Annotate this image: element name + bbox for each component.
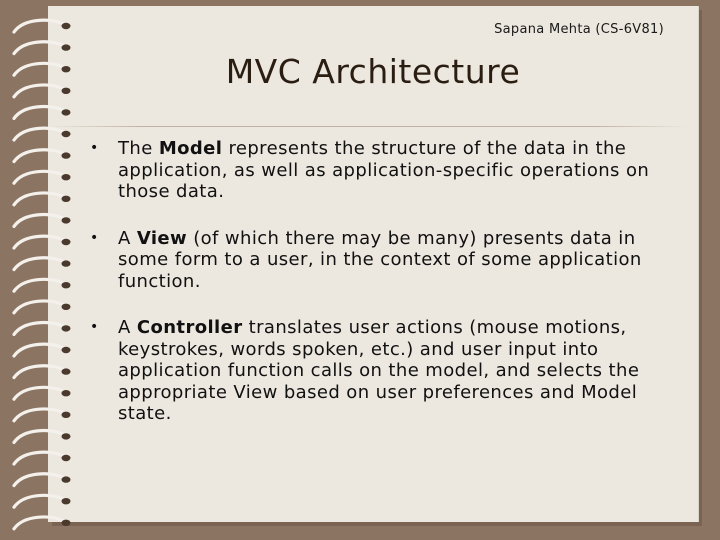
bullet-item-model xyxy=(90,138,690,203)
spiral-ring xyxy=(14,171,64,183)
spiral-hole xyxy=(62,152,71,158)
spiral-ring xyxy=(14,366,64,378)
spiral-hole xyxy=(62,239,71,245)
bullet-dot-icon: • xyxy=(90,140,99,156)
spiral-hole xyxy=(62,390,71,396)
bullet-text-pre: The xyxy=(118,138,159,159)
spiral-ring xyxy=(14,474,64,486)
spiral-hole xyxy=(62,455,71,461)
spiral-ring xyxy=(14,301,64,313)
spiral-ring xyxy=(14,258,64,270)
spiral-hole xyxy=(62,217,71,223)
bullet-item-controller xyxy=(90,317,690,425)
author-label: Sapana Mehta (CS-6V81) xyxy=(494,22,664,37)
spiral-hole xyxy=(62,282,71,288)
spiral-ring xyxy=(14,150,64,162)
spiral-hole xyxy=(62,196,71,202)
spiral-hole xyxy=(62,347,71,353)
spiral-ring xyxy=(14,495,64,507)
spiral-hole xyxy=(62,260,71,266)
spiral-ring xyxy=(14,215,64,227)
spiral-hole xyxy=(62,476,71,482)
spiral-hole xyxy=(62,325,71,331)
bullet-keyword: View xyxy=(136,227,188,249)
spiral-ring xyxy=(14,107,64,119)
spiral-ring xyxy=(14,431,64,443)
title-divider xyxy=(48,126,688,127)
bullet-keyword: Model xyxy=(158,138,223,159)
spiral-ring xyxy=(14,193,64,205)
spiral-ring xyxy=(14,20,64,32)
spiral-hole xyxy=(62,174,71,180)
spiral-ring xyxy=(14,387,64,399)
spiral-ring xyxy=(14,517,64,529)
spiral-ring xyxy=(14,344,64,356)
spiral-hole xyxy=(62,498,71,504)
bullet-text-post: represents the structure of the data in the application, as well as application-specific operations on those data. xyxy=(118,138,650,202)
spiral-hole xyxy=(62,131,71,137)
bullet-list xyxy=(90,138,690,450)
spiral-hole xyxy=(62,23,71,29)
spiral-ring xyxy=(14,323,64,335)
bullet-keyword: Controller xyxy=(136,317,243,338)
spiral-ring xyxy=(14,452,64,464)
spiral-hole xyxy=(62,109,71,115)
spiral-hole xyxy=(62,412,71,418)
bullet-text-pre: A xyxy=(118,227,137,249)
spiral-ring xyxy=(14,409,64,421)
spiral-hole xyxy=(62,520,71,526)
bullet-text-post: (of which there may be many) presents data in some form to a user, in the context of some application function. xyxy=(118,227,642,292)
bullet-text-pre: A xyxy=(118,317,137,338)
bullet-item-view xyxy=(90,228,690,293)
spiral-hole xyxy=(62,433,71,439)
spiral-ring xyxy=(14,128,64,140)
slide-title: MVC Architecture xyxy=(225,52,521,91)
bullet-text-post: translates user actions (mouse motions, keystrokes, words spoken, etc.) and user input into application function calls on the model, and selects the appropriate View based on user preferences and Model state. xyxy=(118,317,640,424)
spiral-ring xyxy=(14,279,64,291)
bullet-dot-icon: • xyxy=(90,319,99,335)
spiral-hole xyxy=(62,368,71,374)
spiral-hole xyxy=(62,44,71,50)
spiral-hole xyxy=(62,304,71,310)
spiral-ring xyxy=(14,236,64,248)
bullet-dot-icon: • xyxy=(90,229,99,246)
